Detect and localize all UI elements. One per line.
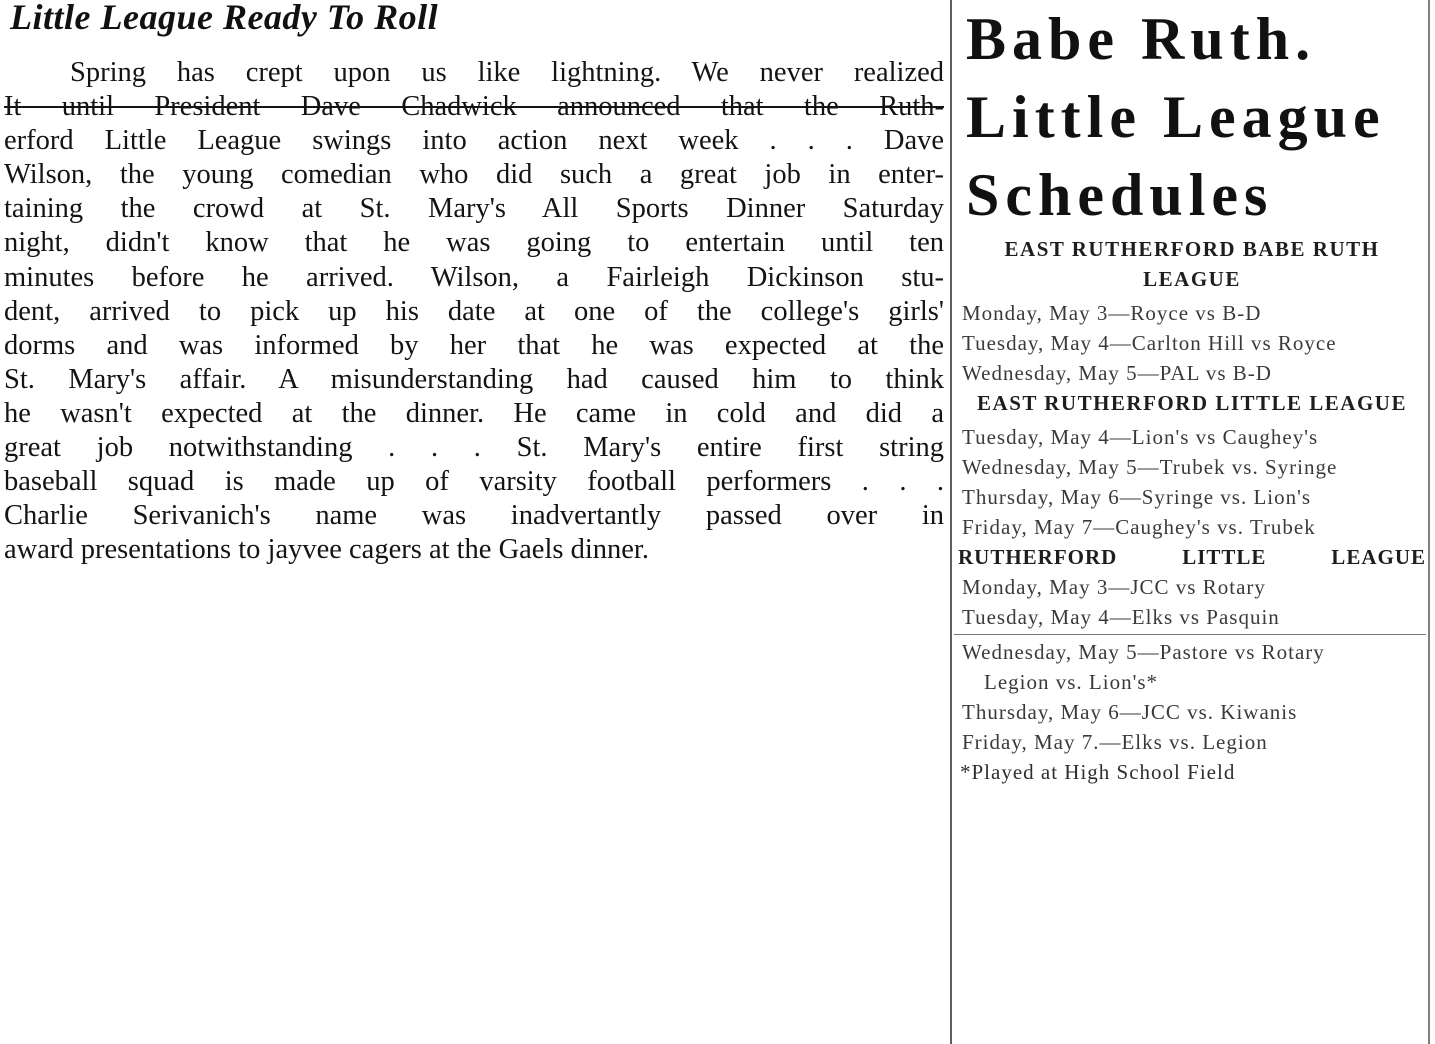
article-line: great job notwithstanding . . . St. Mary's entire first string (4, 432, 944, 464)
schedule-game: Tuesday, May 4—Carlton Hill vs Royce (962, 331, 1337, 355)
article-line: Charlie Serivanich's name was inadvertantly passed over in (4, 500, 944, 532)
right-edge-rule (1428, 0, 1430, 1044)
schedule-footnote: *Played at High School Field (960, 760, 1236, 784)
schedule-game: Monday, May 3—Royce vs B-D (962, 301, 1262, 325)
schedules-title (966, 0, 1386, 234)
article-line: St. Mary's affair. A misunderstanding had caused him to think (4, 363, 944, 395)
article-body (4, 56, 944, 567)
article-line: night, didn't know that he was going to entertain until ten (4, 227, 944, 259)
article-line: minutes before he arrived. Wilson, a Fairleigh Dickinson stu- (4, 261, 944, 293)
schedule-game: Friday, May 7—Caughey's vs. Trubek (962, 515, 1316, 539)
schedule-game: Friday, May 7.—Elks vs. Legion (962, 730, 1268, 754)
article-line: Wilson, the young comedian who did such a great job in enter- (4, 159, 944, 191)
article-line: erford Little League swings into action next week . . . Dave (4, 125, 944, 157)
schedule-game: Thursday, May 6—JCC vs. Kiwanis (962, 700, 1298, 724)
article-headline: Little League Ready To Roll (10, 0, 439, 37)
article-line: he wasn't expected at the dinner. He came in cold and did a (4, 397, 944, 429)
article-line: award presentations to jayvee cagers at the Gaels dinner. (4, 534, 649, 566)
schedule-game: Thursday, May 6—Syringe vs. Lion's (962, 485, 1312, 509)
schedules-list (958, 234, 1426, 787)
section-heading-rutherford-little: RUTHERFORD LITTLE LEAGUE (958, 545, 1426, 569)
section-heading-east-babe-ruth: EAST RUTHERFORD BABE RUTH LEAGUE (1004, 237, 1380, 291)
column-rule (950, 0, 952, 1044)
schedule-game: Wednesday, May 5—PAL vs B-D (962, 361, 1272, 385)
article-line: Spring has crept upon us like lightning. We never realized (70, 57, 944, 88)
schedule-game-extra: Legion vs. Lion's* (984, 670, 1159, 694)
schedule-game: Tuesday, May 4—Lion's vs Caughey's (962, 425, 1319, 449)
schedules-title-line: Schedules (966, 162, 1274, 228)
article-line: dorms and was informed by her that he was expected at the (4, 329, 944, 361)
article-line: dent, arrived to pick up his date at one of the college's girls' (4, 295, 944, 327)
article-line: It until President Dave Chadwick announced that the Ruth- (4, 91, 944, 123)
schedule-game: Wednesday, May 5—Pastore vs Rotary (962, 640, 1325, 664)
article-line: taining the crowd at St. Mary's All Sports Dinner Saturday (4, 193, 944, 225)
section-heading-east-little: EAST RUTHERFORD LITTLE LEAGUE (977, 391, 1407, 415)
article-line: baseball squad is made up of varsity football performers . . . (4, 466, 944, 498)
schedule-game: Tuesday, May 4—Elks vs Pasquin (962, 605, 1280, 629)
schedules-title-line: Babe Ruth. (966, 6, 1317, 72)
schedule-game: Monday, May 3—JCC vs Rotary (962, 575, 1266, 599)
schedule-game: Wednesday, May 5—Trubek vs. Syringe (962, 455, 1338, 479)
divider-line (954, 634, 1426, 635)
schedules-title-line: Little League (966, 84, 1386, 150)
